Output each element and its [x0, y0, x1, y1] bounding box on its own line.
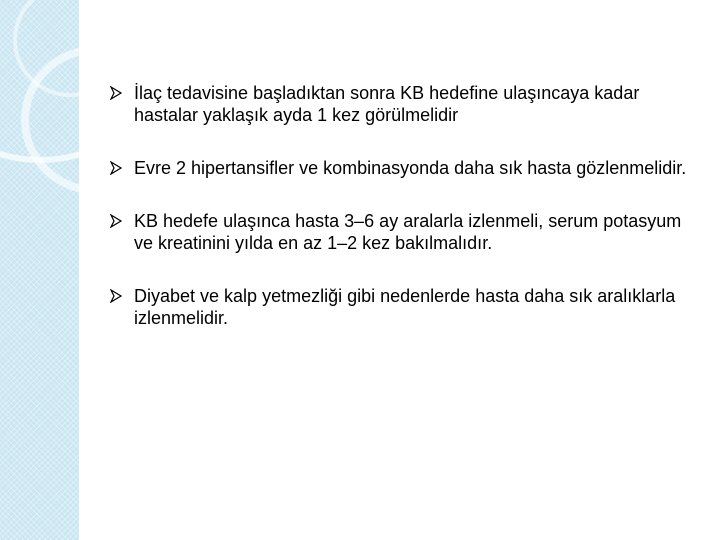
decorative-side-panel — [0, 0, 79, 540]
bullet-list — [110, 82, 690, 360]
arrow-bullet-icon — [110, 214, 122, 228]
arrow-bullet-icon — [110, 161, 122, 175]
decorative-circle-small — [15, 0, 79, 95]
bullet-text: İlaç tedavisine başladıktan sonra KB hedefine ulaşıncaya kadar hastalar yaklaşık ayda 1 kez görülmelidir — [134, 83, 640, 125]
bullet-text: KB hedefe ulaşınca hasta 3–6 ay aralarla izlenmeli, serum potasyum ve kreatinini yılda en az 1–2 kez bakılmalıdır. — [134, 211, 682, 253]
bullet-text: Diyabet ve kalp yetmezliği gibi nedenlerde hasta daha sık aralıklarla izlenmelidir. — [134, 286, 676, 328]
bullet-item — [110, 210, 690, 254]
bullet-item — [110, 285, 690, 329]
decorative-circle-medium — [25, 50, 79, 190]
arrow-bullet-icon — [110, 86, 122, 100]
bullet-text: Evre 2 hipertansifler ve kombinasyonda daha sık hasta gözlenmelidir. — [134, 158, 687, 178]
bullet-item — [110, 157, 690, 179]
arrow-bullet-icon — [110, 289, 122, 303]
bullet-item — [110, 82, 690, 126]
decorative-circles — [0, 0, 79, 240]
